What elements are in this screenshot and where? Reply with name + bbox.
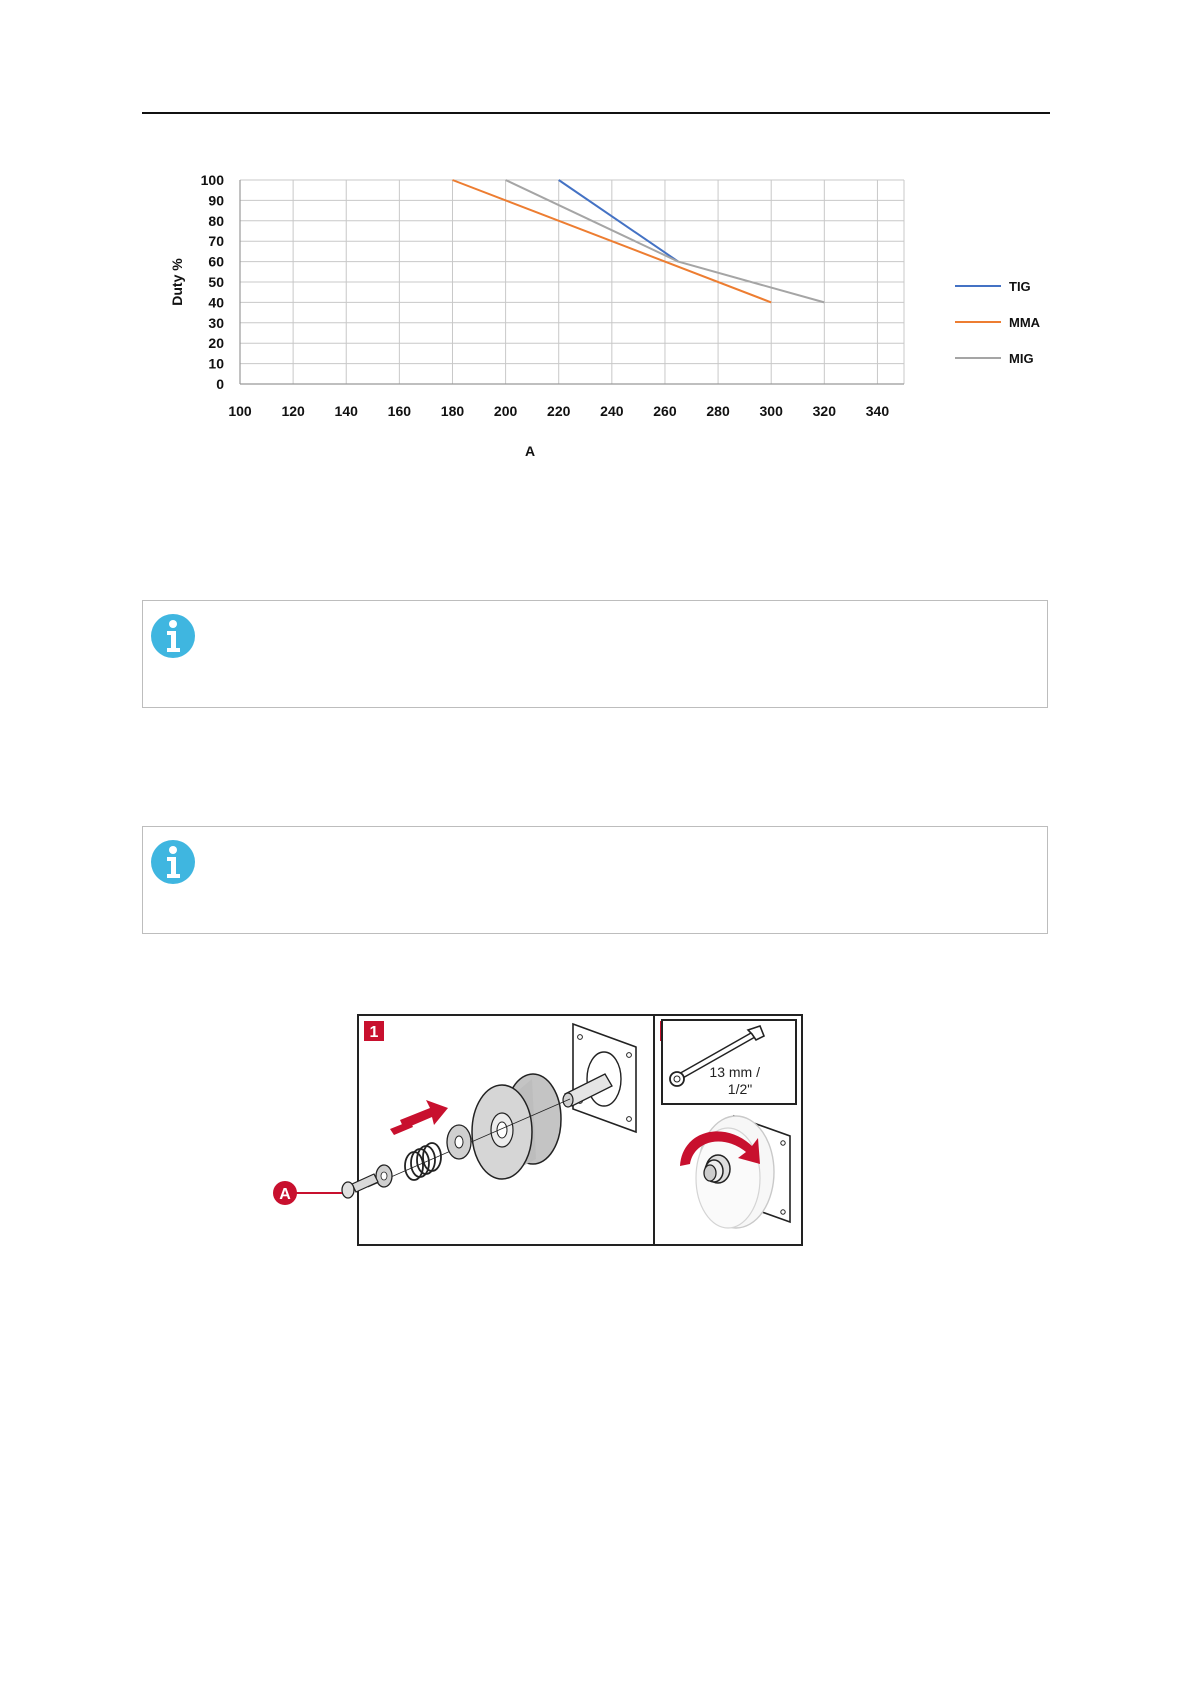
y-tick-label: 10 bbox=[208, 355, 224, 372]
wrench-size-line-2: 1/2" bbox=[727, 1081, 753, 1097]
washer bbox=[447, 1125, 471, 1159]
info-box bbox=[142, 600, 1048, 708]
wrench-size-line-1: 13 mm / bbox=[709, 1064, 760, 1080]
y-tick-label: 100 bbox=[200, 172, 224, 188]
x-tick-label: 280 bbox=[706, 403, 730, 419]
info-box bbox=[142, 826, 1048, 934]
info-icon bbox=[150, 613, 196, 659]
y-tick-label: 60 bbox=[208, 253, 224, 270]
callout-label: A bbox=[279, 1186, 291, 1203]
x-tick-label: 200 bbox=[493, 403, 518, 419]
y-tick-label: 30 bbox=[208, 314, 224, 331]
duty-cycle-chart bbox=[150, 160, 1070, 470]
x-tick-label: 140 bbox=[334, 403, 358, 419]
x-tick-label: 180 bbox=[440, 403, 465, 419]
y-tick-label: 0 bbox=[216, 376, 224, 392]
info-icon bbox=[150, 839, 196, 885]
x-tick-label: 100 bbox=[228, 403, 252, 419]
x-tick-label: 220 bbox=[547, 403, 571, 419]
x-tick-label: 240 bbox=[600, 403, 624, 419]
x-tick-label: 260 bbox=[653, 403, 677, 419]
x-tick-label: 160 bbox=[387, 403, 412, 419]
panel-1-number: 1 bbox=[369, 1024, 379, 1041]
small-washer bbox=[376, 1165, 392, 1187]
spool-installation-figure bbox=[270, 1012, 810, 1262]
header-rule bbox=[142, 112, 1050, 114]
x-axis-label: A bbox=[524, 443, 536, 459]
x-tick-label: 300 bbox=[759, 403, 783, 419]
y-tick-label: 80 bbox=[208, 212, 224, 229]
y-tick-label: 40 bbox=[208, 294, 224, 311]
legend-label-tig: TIG bbox=[1009, 279, 1031, 294]
y-tick-label: 90 bbox=[208, 192, 224, 209]
y-tick-label: 20 bbox=[208, 335, 224, 352]
x-tick-label: 340 bbox=[865, 403, 890, 419]
legend-label-mig: MIG bbox=[1009, 351, 1034, 366]
x-tick-label: 320 bbox=[812, 403, 836, 419]
legend-label-mma: MMA bbox=[1009, 315, 1041, 330]
x-tick-label: 120 bbox=[281, 403, 305, 419]
y-tick-label: 70 bbox=[208, 233, 224, 250]
y-axis-label: Duty % bbox=[169, 258, 185, 306]
y-tick-label: 50 bbox=[208, 274, 224, 290]
